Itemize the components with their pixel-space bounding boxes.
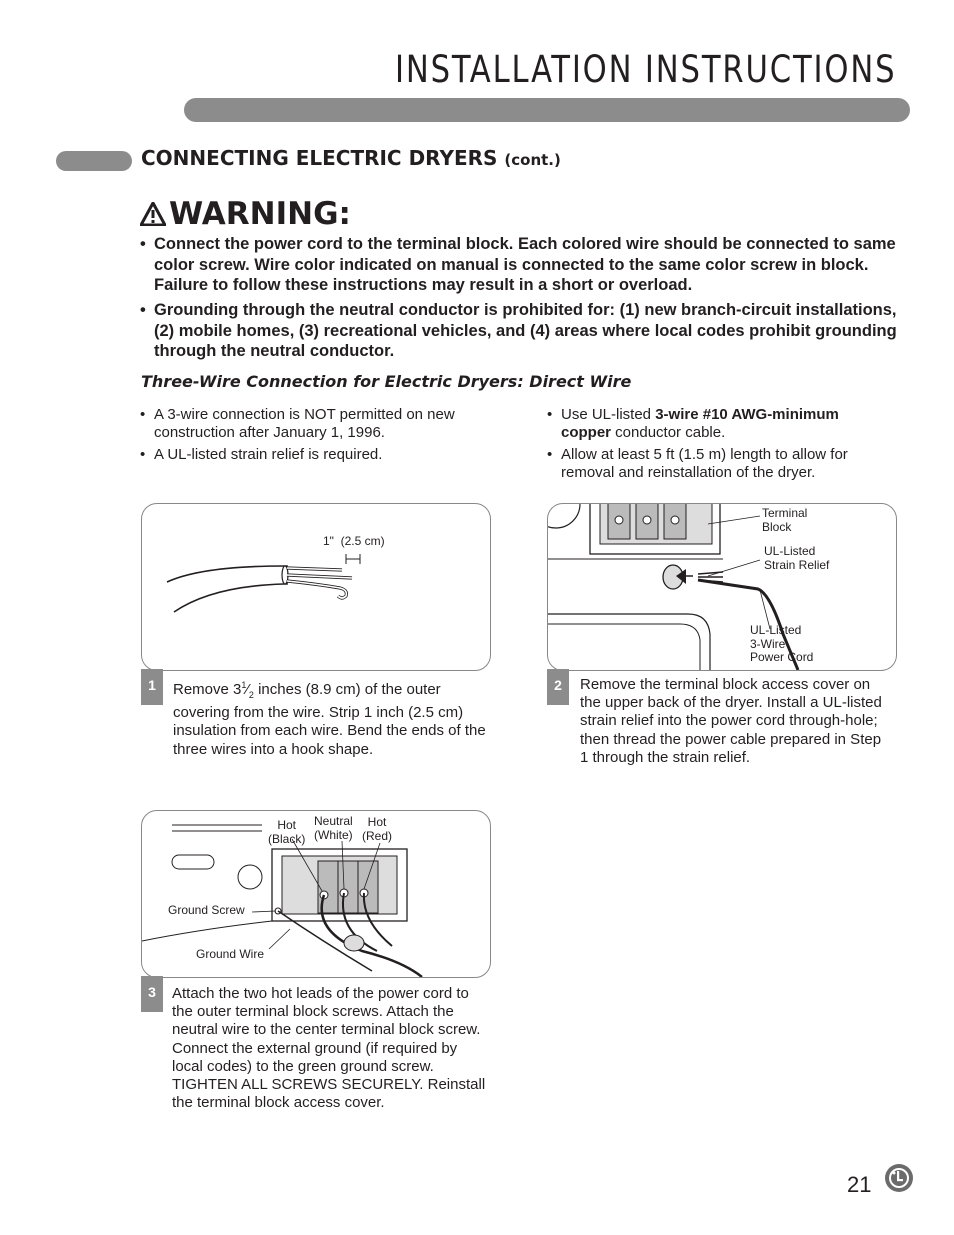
list-item: • Allow at least 5 ft (1.5 m) length to allow for removal and reinstallation of the dryer. <box>547 446 877 483</box>
label-line: Strain Relief <box>764 557 830 572</box>
step-number-text: 2 <box>554 677 562 693</box>
dimension-inch: 1" <box>323 534 334 548</box>
warning-heading-text: WARNING: <box>169 196 351 232</box>
right-bullet-list <box>547 406 877 486</box>
label-line: (Black) <box>268 831 306 846</box>
label-line: 3-Wire <box>750 636 786 651</box>
label-line: Power Cord <box>750 650 814 664</box>
ground-wire-label: Ground Wire <box>196 947 265 961</box>
page-number: 21 <box>847 1172 872 1197</box>
warning-heading <box>140 196 351 232</box>
step-number-text: 3 <box>148 984 156 1000</box>
dimension-label <box>323 535 385 549</box>
step-1-text: Remove $3^1⁄_2$ inches (8.9 cm) of the outer covering from the wire. Strip 1 inch (2.5 cm) insulation from each wire. Bend the ends of the three wires into a hook shape. <box>173 680 486 758</box>
step-3-text: Attach the two hot leads of the power cord to the outer terminal block screws. Attach the neutral wire to the center terminal block screw. Connect the external ground (if required by local codes) to the green ground screw. TIGHTEN ALL SCREWS SECURELY. Reinstall the terminal block access cover. <box>172 985 486 1112</box>
title-bar <box>184 98 910 122</box>
neutral-label <box>314 815 353 842</box>
strain-relief-label <box>764 545 829 572</box>
dimension-cm: (2.5 cm) <box>340 534 385 548</box>
step-number <box>141 669 163 705</box>
figure-wiring-connection <box>141 810 491 978</box>
warning-item: • Grounding through the neutral conductor is prohibited for: (1) new branch-circuit installations, (2) mobile homes, (3) recreational vehicles, and (4) areas where local codes prohibit grounding through the neutral conductor. <box>140 300 900 362</box>
section-heading <box>141 146 561 170</box>
step-number-text: 1 <box>148 677 156 693</box>
bullet-text: Use UL-listed <box>561 406 656 423</box>
warning-triangle-icon <box>140 202 166 226</box>
lg-logo-icon <box>884 1163 914 1193</box>
stripped-cord-illustration <box>142 504 490 670</box>
step-text: Remove 3 <box>173 681 242 698</box>
label-line: UL-Listed <box>750 623 802 637</box>
label-line: UL-Listed <box>764 544 816 558</box>
step-number <box>141 976 163 1012</box>
list-item: • A 3-wire connection is NOT permitted on new construction after January 1, 1996. <box>140 406 500 443</box>
figure-stripped-cord <box>141 503 491 671</box>
label-line: Hot <box>367 815 387 829</box>
left-bullet-list <box>140 406 500 468</box>
step-2-text: Remove the terminal block access cover on the upper back of the dryer. Install a UL-listed strain relief into the power cord through-hole; then thread the power cable prepared in Step 1 through the strain relief. <box>580 676 882 766</box>
warning-list <box>140 234 900 366</box>
list-item: • A UL-listed strain relief is required. <box>140 446 500 464</box>
label-line: Neutral <box>314 814 353 828</box>
hot-black-label <box>268 819 305 846</box>
subsection-heading: Three-Wire Connection for Electric Dryers: Direct Wire <box>141 372 632 391</box>
figure-terminal-block <box>547 503 897 671</box>
label-line: (Red) <box>362 828 393 843</box>
list-item <box>547 406 877 443</box>
section-pill <box>56 151 132 171</box>
bullet-bold-text: 3-wire #10 AWG-minimum copper <box>561 406 839 442</box>
ground-screw-label: Ground Screw <box>168 903 245 917</box>
section-heading-suffix: (cont.) <box>504 151 561 169</box>
terminal-block-label <box>762 507 807 534</box>
step-text: inches (8.9 cm) of the outer covering from the wire. Strip 1 inch (2.5 cm) insulation from each wire. Bend the ends of the three wires into a hook shape. <box>173 681 486 758</box>
terminal-block-illustration <box>548 504 896 670</box>
step-number <box>547 669 569 705</box>
fraction-numerator: 1 <box>241 680 247 690</box>
section-heading-text: CONNECTING ELECTRIC DRYERS <box>141 146 498 170</box>
label-line: Block <box>762 519 792 534</box>
label-line: Hot <box>277 818 297 832</box>
label-line: Terminal <box>762 506 808 520</box>
power-cord-label <box>750 624 813 665</box>
hot-red-label <box>362 816 392 843</box>
warning-item: • Connect the power cord to the terminal block. Each colored wire should be connected to same color screw. Wire color indicated on manual is connected to the same color screw in block. Failure to follow these instructions may result in a short or overload. <box>140 234 900 296</box>
page-title: INSTALLATION INSTRUCTIONS <box>395 48 897 91</box>
label-line: (White) <box>314 827 353 842</box>
bullet-text: conductor cable. <box>611 424 726 442</box>
fraction-denominator: 2 <box>248 690 254 700</box>
